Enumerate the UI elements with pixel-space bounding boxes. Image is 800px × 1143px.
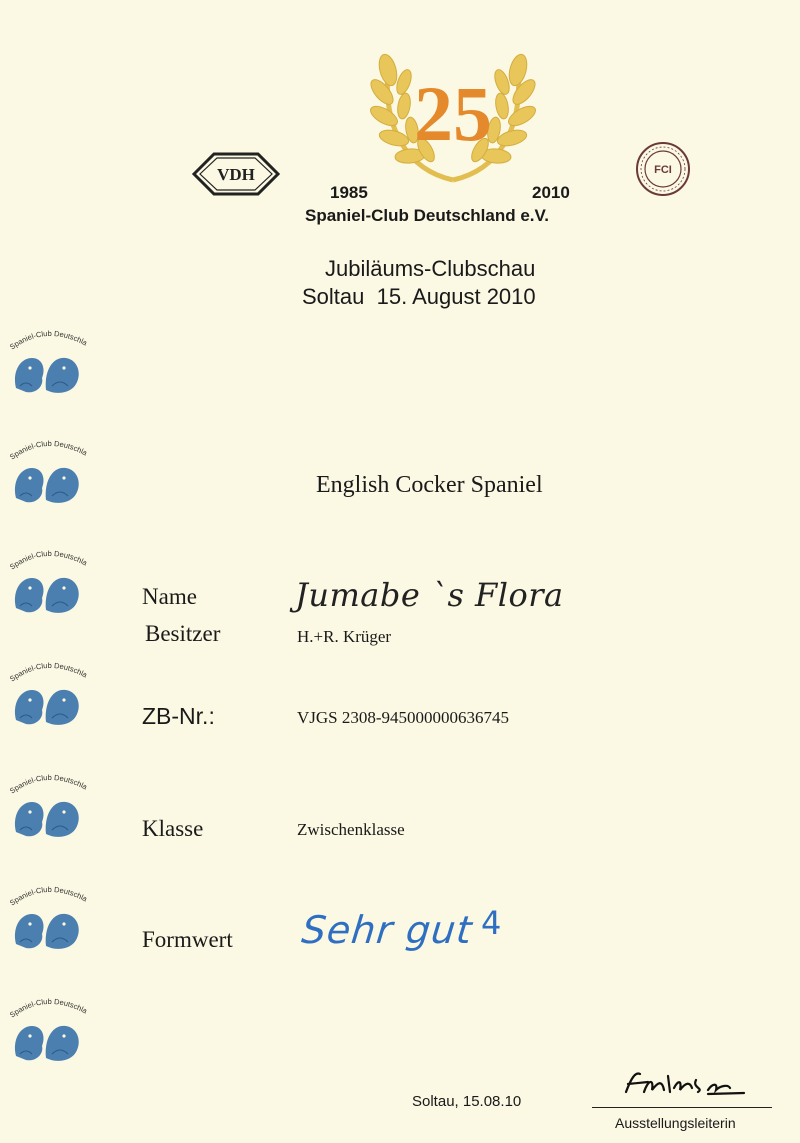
spaniel-club-logo-icon (6, 328, 88, 398)
side-logo-text: Spaniel-Club Deutschla (7, 328, 88, 352)
year-end: 2010 (532, 183, 570, 202)
side-logo-text: Spaniel-Club Deutschla (7, 884, 88, 908)
club-name: Spaniel-Club Deutschland e.V. (305, 206, 550, 225)
zb-value: VJGS 2308-945000000636745 (297, 708, 510, 727)
vdh-logo-icon (192, 150, 280, 198)
form-grade: 4 (481, 904, 502, 942)
signer-role: Ausstellungsleiterin (615, 1115, 736, 1131)
signature-line (592, 1107, 772, 1108)
anniversary-number: 25 (414, 70, 492, 157)
year-start: 1985 (330, 183, 368, 202)
spaniel-club-logo-icon (6, 660, 88, 730)
breed-title: English Cocker Spaniel (316, 472, 543, 498)
signature-icon (618, 1066, 748, 1100)
spaniel-club-logo-icon (6, 884, 88, 954)
class-value: Zwischenklasse (297, 820, 405, 839)
fci-logo-text: FCI (654, 164, 672, 176)
owner-value: H.+R. Krüger (297, 627, 392, 646)
spaniel-club-logo-icon (6, 438, 88, 508)
zb-label: ZB-Nr.: (142, 703, 215, 729)
side-logo-text: Spaniel-Club Deutschla (7, 660, 88, 684)
name-label: Name (142, 584, 197, 609)
side-logo-text: Spaniel-Club Deutschla (7, 772, 88, 796)
fci-seal-icon (634, 140, 692, 198)
show-place-date: Soltau 15. August 2010 (302, 284, 536, 309)
owner-label: Besitzer (145, 621, 221, 646)
side-logo-text: Spaniel-Club Deutschla (7, 996, 88, 1020)
side-logo-text: Spaniel-Club Deutschla (7, 548, 88, 572)
spaniel-club-logo-icon (6, 996, 88, 1066)
form-value: Sehr gut (299, 908, 475, 952)
footer-place-date: Soltau, 15.08.10 (412, 1093, 522, 1110)
dog-name: Jumabe `s Flora (295, 576, 564, 614)
form-label: Formwert (142, 927, 233, 952)
vdh-logo-text: VDH (217, 165, 255, 184)
spaniel-club-logo-icon (6, 772, 88, 842)
class-label: Klasse (142, 816, 204, 841)
laurel-wreath-icon (368, 30, 538, 190)
spaniel-club-logo-icon (6, 548, 88, 618)
show-title: Jubiläums-Clubschau (325, 256, 536, 281)
side-logo-text: Spaniel-Club Deutschla (7, 438, 88, 462)
